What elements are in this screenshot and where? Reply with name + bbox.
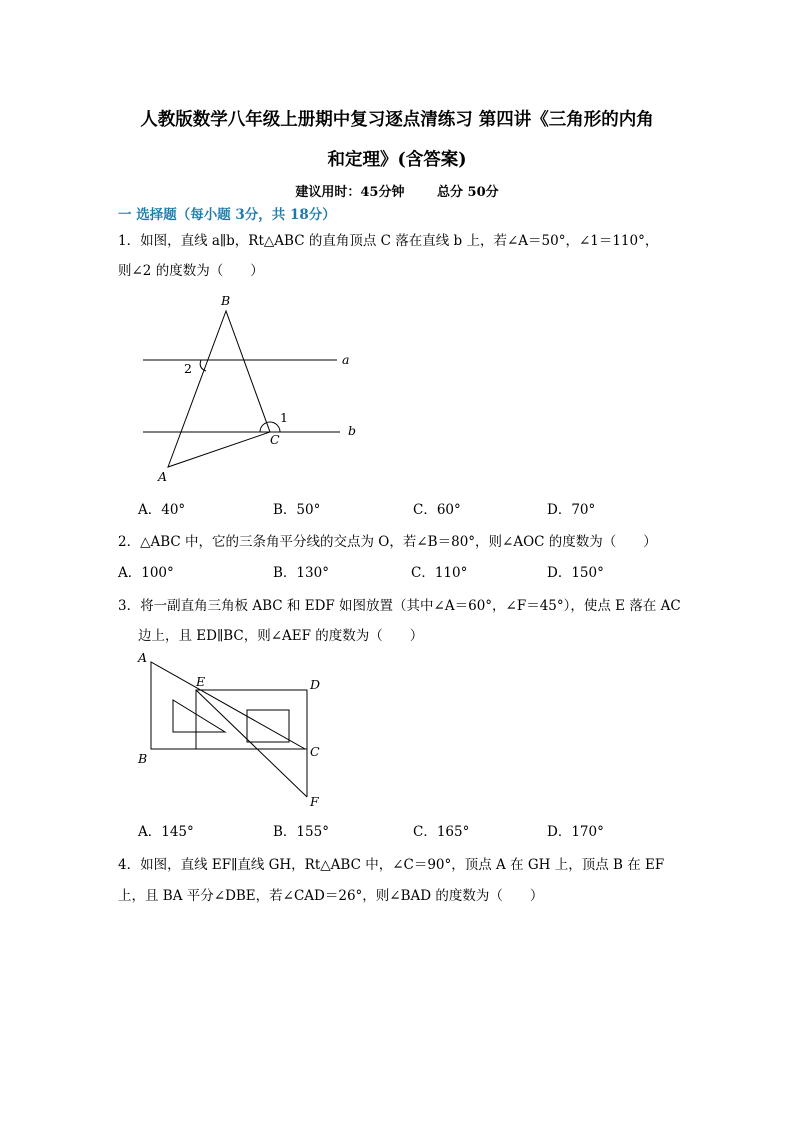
label-angle-2: 2 [184, 361, 192, 376]
q3-option-a[interactable]: A．145° [138, 824, 194, 840]
q1-option-a[interactable]: A．40° [138, 502, 186, 518]
question-2-line-1: 2．△ABC 中，它的三条角平分线的交点为 O，若∠B＝80°，则∠AOC 的度数为（ ） [118, 534, 657, 550]
label-f-q3: F [310, 794, 319, 809]
total-score: 总分 50分 [437, 185, 499, 200]
q1-option-d[interactable]: D．70° [547, 502, 596, 518]
q1-option-c[interactable]: C．60° [413, 502, 461, 518]
page-title-line-2: 和定理》(含答案) [327, 150, 467, 170]
question-1-line-1: 1．如图，直线 a∥b，Rt△ABC 的直角顶点 C 落在直线 b 上，若∠A＝50°，∠1＝110°， [118, 233, 659, 249]
label-d-q3: D [310, 677, 321, 692]
label-line-b: b [348, 423, 357, 438]
label-c: C [270, 432, 280, 447]
label-c-q3: C [310, 744, 320, 759]
page-title-line-1: 人教版数学八年级上册期中复习逐点清练习 第四讲《三角形的内角 [140, 110, 654, 130]
q2-option-d[interactable]: D．150° [547, 565, 604, 581]
question-1-line-2: 则∠2 的度数为（ ） [118, 263, 264, 279]
edf-inner-hole [247, 710, 289, 742]
q1-option-b[interactable]: B．50° [273, 502, 321, 518]
question-3-line-1: 3．将一副直角三角板 ABC 和 EDF 如图放置（其中∠A＝60°，∠F＝45°），使点 E 落在 AC [118, 598, 681, 614]
q2-option-c[interactable]: C．110° [411, 565, 468, 581]
q3-option-d[interactable]: D．170° [547, 824, 604, 840]
label-a: A [158, 469, 168, 484]
triangle-abc [168, 311, 270, 467]
q2-option-a[interactable]: A．100° [118, 565, 174, 581]
label-angle-1: 1 [280, 410, 288, 425]
label-b: B [221, 293, 231, 308]
triangle-abc-q3 [151, 662, 305, 749]
label-line-a: a [342, 352, 350, 367]
q3-option-c[interactable]: C．165° [413, 824, 470, 840]
section-heading: 一 选择题（每小题 3分，共 18分） [118, 207, 336, 223]
edge-ef [196, 690, 307, 797]
q2-option-b[interactable]: B．130° [273, 565, 329, 581]
suggested-time: 建议用时：45分钟 [295, 185, 405, 200]
label-a-q3: A [138, 650, 148, 665]
q3-option-b[interactable]: B．155° [273, 824, 329, 840]
triangle-abc-hole [173, 700, 225, 732]
label-e-q3: E [196, 674, 206, 689]
question-4-line-1: 4．如图，直线 EF∥直线 GH，Rt△ABC 中，∠C＝90°，顶点 A 在 GH 上，顶点 B 在 EF [118, 857, 665, 873]
question-4-line-2: 上，且 BA 平分∠DBE，若∠CAD＝26°，则∠BAD 的度数为（ ） [118, 888, 544, 904]
angle-1-arc [260, 422, 280, 432]
label-b-q3: B [138, 751, 148, 766]
angle-2-arc [200, 360, 206, 371]
question-3-line-2: 边上，且 ED∥BC，则∠AEF 的度数为（ ） [138, 628, 424, 644]
